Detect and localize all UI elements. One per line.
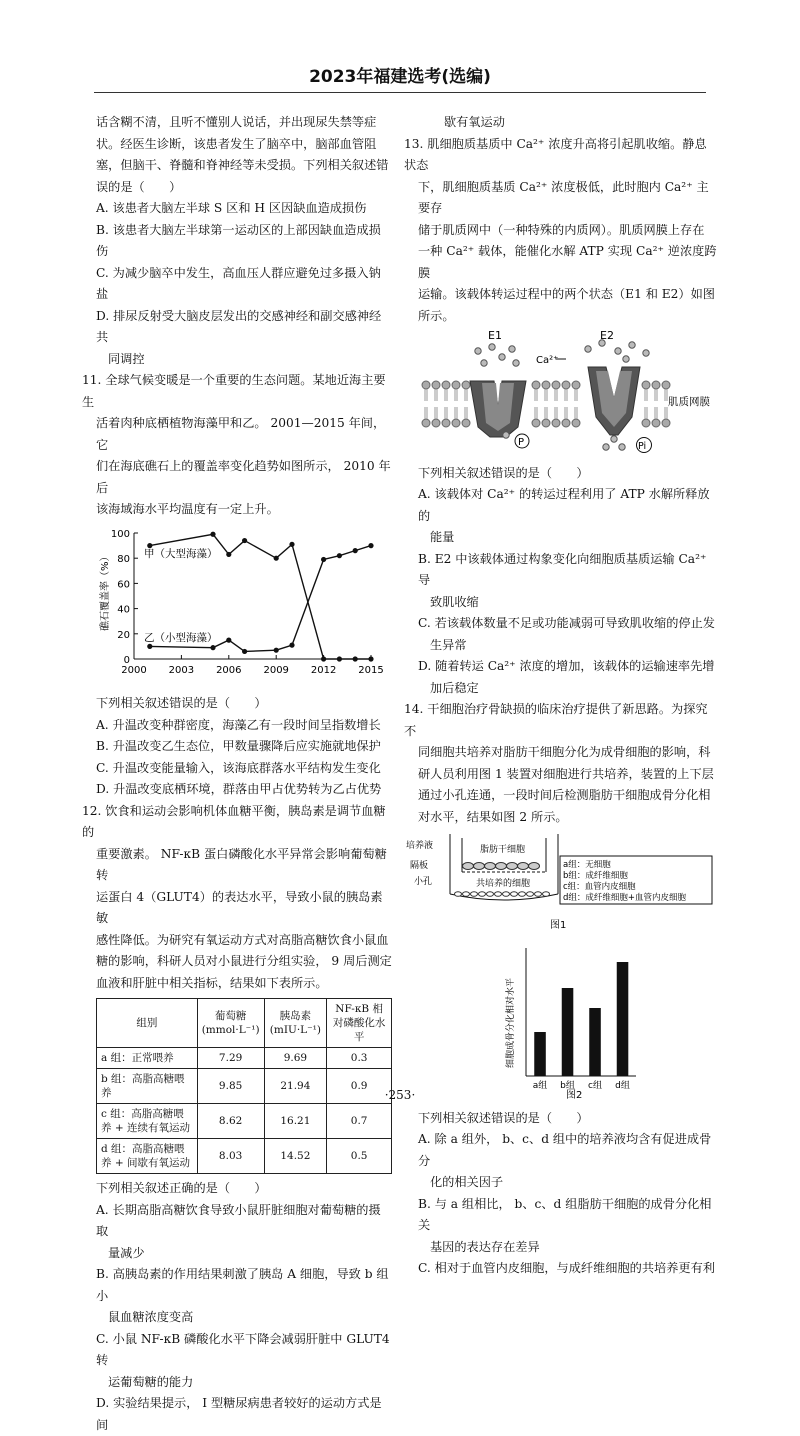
lipid-head <box>662 381 670 389</box>
legend-c: c组：血管内皮细胞 <box>563 882 636 892</box>
ca-ion <box>603 444 609 450</box>
q13-option-cont: 生异常 <box>430 637 467 652</box>
q13-option-cont: 加后稳定 <box>430 680 479 695</box>
y-tick-label: 40 <box>117 604 130 616</box>
ca-ion <box>499 354 505 360</box>
q13-prompt: 下列相关叙述错误的是（ ） <box>418 465 589 480</box>
lipid-head <box>652 381 660 389</box>
series-point-0 <box>274 555 279 560</box>
series-label-yi: 乙（小型海藻） <box>144 631 218 644</box>
q14-option-cont: 基因的表达存在差异 <box>430 1239 540 1254</box>
hole-label: 小孔 <box>414 877 433 887</box>
q14-option: C. 相对于血管内皮细胞，与成纤维细胞的共培养更有利 <box>418 1261 715 1275</box>
q11-option: A. 升温改变种群密度，海藻乙有一段时间呈指数增长 <box>96 717 381 732</box>
q10-line: 状。经医生诊断，该患者发生了脑卒中，脑部血管阻 <box>96 136 377 151</box>
ca-ion <box>623 356 629 362</box>
cocultured-cell <box>471 892 478 897</box>
q10-line: 塞，但脑干、脊髓和脊神经等未受损。下列相关叙述错 <box>96 158 389 172</box>
series-point-0 <box>226 551 231 556</box>
q10-option: D. 排尿反射受大脑皮层发出的交感神经和副交感神经共 <box>96 308 382 344</box>
coculture-figures <box>406 828 716 1100</box>
q12-prompt: 下列相关叙述正确的是（ ） <box>96 1181 267 1195</box>
y-tick-label: 60 <box>117 578 130 590</box>
bar-category-label: a组 <box>532 1081 548 1091</box>
lipid-head <box>462 419 470 427</box>
q12-line: 血液和肝脏中相关指标，结果如下表所示。 <box>96 975 328 990</box>
table-cell: 9.69 <box>264 1048 327 1069</box>
bar-category-label: b组 <box>560 1081 575 1091</box>
lipid-head <box>432 419 440 427</box>
series-point-0 <box>368 656 373 661</box>
x-tick-label: 2012 <box>310 664 337 676</box>
ca-ion <box>615 348 621 354</box>
q14-line: 研人员利用图 1 装置对细胞进行共培养，装置的上下层 <box>418 766 714 781</box>
stem-cell <box>463 863 474 870</box>
lipid-head <box>552 381 560 389</box>
q14-line: 同细胞共培养对脂肪干细胞分化为成骨细胞的影响，科 <box>418 745 711 759</box>
table-cell: 21.94 <box>264 1069 327 1104</box>
q12-line: 重要激素。 NF-κB 蛋白磷酸化水平异常会影响葡萄糖转 <box>96 846 387 882</box>
x-tick-label: 2009 <box>263 664 289 676</box>
q12-line: 感性降低。为研究有氧运动方式对高脂高糖饮食小鼠血 <box>96 932 389 947</box>
q14-line: 通过小孔连通，一段时间后检测脂肪干细胞成骨分化相 <box>418 788 711 802</box>
table-cell: b 组：高脂高糖喂养 <box>97 1069 198 1104</box>
table-cell: a 组：正常喂养 <box>97 1048 198 1069</box>
q14-line: 14. 干细胞治疗骨缺损的临床治疗提供了新思路。为探究不 <box>404 702 708 738</box>
series-point-1 <box>353 548 358 553</box>
page-number: ·253· <box>384 1088 416 1102</box>
series-point-0 <box>210 531 215 536</box>
y-tick-label: 80 <box>117 553 130 565</box>
ca-ion <box>513 360 519 366</box>
medium-label: 培养液 <box>406 841 434 851</box>
ca-ion <box>619 444 625 450</box>
q10-option: C. 为减少脑卒中发生，高血压人群应避免过多摄入钠盐 <box>96 265 381 301</box>
x-tick-label: 2003 <box>168 664 195 676</box>
stem-cell <box>529 863 540 870</box>
stem-cell <box>518 863 529 870</box>
table-cell: 0.9 <box>327 1069 392 1104</box>
q14-line: 对水平，结果如图 2 所示。 <box>418 809 568 824</box>
e2-label: E2 <box>600 329 614 342</box>
table-cell: d 组：高脂高糖喂养 + 间歇有氧运动 <box>97 1139 198 1174</box>
ca-ion <box>643 350 649 356</box>
series-label-jia: 甲（大型海藻） <box>144 547 218 560</box>
left-column <box>82 112 392 1436</box>
q13-option-cont: 能量 <box>430 530 455 544</box>
q14-option: A. 除 a 组外， b、c、d 组中的培养液均含有促进成骨分 <box>418 1132 712 1168</box>
cocultured-cell <box>511 892 518 897</box>
cocultured-cell <box>543 892 550 897</box>
table-cell: 9.85 <box>197 1069 264 1104</box>
series-point-1 <box>242 648 247 653</box>
q11-line: 11. 全球气候变暖是一个重要的生态问题。某地近海主要生 <box>82 373 386 409</box>
q14-prompt: 下列相关叙述错误的是（ ） <box>418 1110 589 1125</box>
bar-category-label: c组 <box>588 1081 603 1091</box>
lipid-head <box>422 381 430 389</box>
lipid-head <box>542 381 550 389</box>
q11-line: 活着肉种底栖植物海藻甲和乙。 2001—2015 年间，它 <box>96 416 386 452</box>
ca-ion <box>481 360 487 366</box>
y-tick-label: 0 <box>123 654 130 666</box>
q12-option-cont: 鼠血糖浓度变高 <box>108 1310 194 1324</box>
q12-line: 运蛋白 4（GLUT4）的表达水平，导致小鼠的胰岛素敏 <box>96 889 383 925</box>
q12-line: 糖的影响，科研人员对小鼠进行分组实验， 9 周后测定 <box>96 954 392 968</box>
q12-option: B. 高胰岛素的作用结果刺激了胰岛 A 细胞，导致 b 组小 <box>96 1267 389 1303</box>
stem-cell <box>507 863 518 870</box>
table-cell: 8.03 <box>197 1139 264 1174</box>
q11-prompt: 下列相关叙述错误的是（ ） <box>96 696 267 710</box>
q13-line: 储于肌质网中（一种特殊的内质网）。肌质网膜上存在 <box>418 222 705 237</box>
stem-cell <box>474 863 485 870</box>
series-point-1 <box>289 642 294 647</box>
coverage-line-chart <box>96 521 386 686</box>
table-row <box>97 1048 392 1069</box>
phosphate-label: P <box>518 437 525 448</box>
q13-option-cont: 致肌收缩 <box>430 594 479 609</box>
bar-category-label: d组 <box>615 1081 630 1091</box>
q13-option: C. 若该载体数量不足或功能减弱可导致肌收缩的停止发 <box>418 616 715 630</box>
lipid-head <box>642 419 650 427</box>
cocultured-cell <box>455 892 462 897</box>
partition-label: 隔板 <box>410 861 429 871</box>
q13-line: 13. 肌细胞质基质中 Ca²⁺ 浓度升高将引起肌收缩。静息状态 <box>404 136 707 172</box>
lipid-head <box>572 419 580 427</box>
y-tick-label: 20 <box>117 629 130 641</box>
fig1-caption: 图1 <box>550 920 567 931</box>
q12-option: C. 小鼠 NF-κB 磷酸化水平下降会减弱肝脏中 GLUT4 转 <box>96 1331 390 1367</box>
series-point-0 <box>337 656 342 661</box>
ca-ion <box>509 346 515 352</box>
y-axis-label: 礁石覆盖率（%） <box>100 550 111 631</box>
q12-data-table <box>96 998 392 1174</box>
cocultured-cell <box>503 892 510 897</box>
q10-line: 误的是（ ） <box>96 179 182 194</box>
table-row <box>97 1139 392 1174</box>
series-point-1 <box>226 637 231 642</box>
q14-option-cont: 化的相关因子 <box>430 1175 504 1189</box>
series-point-0 <box>321 656 326 661</box>
lipid-head <box>462 381 470 389</box>
table-cell: 7.29 <box>197 1048 264 1069</box>
pi-label: Pi <box>638 441 647 452</box>
table-cell: 8.62 <box>197 1104 264 1139</box>
table-cell: 16.21 <box>264 1104 327 1139</box>
q12-line: 12. 饮食和运动会影响机体血糖平衡，胰岛素是调节血糖的 <box>82 803 386 839</box>
ca-transporter-diagram <box>418 327 718 455</box>
lipid-head <box>452 419 460 427</box>
series-point-1 <box>274 647 279 652</box>
lipid-head <box>532 381 540 389</box>
q12-option-end: 歇有氧运动 <box>444 115 505 129</box>
cocultured-cell <box>479 892 486 897</box>
fig2-caption: 图2 <box>566 1090 583 1100</box>
lipid-head <box>452 381 460 389</box>
lipid-head <box>542 419 550 427</box>
series-point-1 <box>321 556 326 561</box>
lipid-head <box>662 419 670 427</box>
series-point-0 <box>353 656 358 661</box>
membrane-label: 肌质网膜 <box>668 396 710 408</box>
table-cell: 0.7 <box>327 1104 392 1139</box>
series-point-1 <box>368 543 373 548</box>
right-column <box>404 112 718 1280</box>
table-header: NF-κB 相对磷酸化水平 <box>327 999 392 1048</box>
ca-label: Ca²⁺ <box>536 355 559 366</box>
q10-option: A. 该患者大脑左半球 S 区和 H 区因缺血造成损伤 <box>96 201 367 215</box>
stem-label: 脂肪干细胞 <box>480 845 526 855</box>
q13-line: 所示。 <box>418 308 455 323</box>
x-tick-label: 2015 <box>358 664 384 676</box>
lipid-head <box>642 381 650 389</box>
series-point-1 <box>210 645 215 650</box>
q13-option: D. 随着转运 Ca²⁺ 浓度的增加，该载体的运输速率先增 <box>418 659 715 673</box>
cocultured-cell <box>463 892 470 897</box>
x-tick-label: 2006 <box>216 664 242 676</box>
q11-option: B. 升温改变乙生态位，甲数量骤降后应实施就地保护 <box>96 739 381 753</box>
q13-line: 下，肌细胞质基质 Ca²⁺ 浓度极低，此时胞内 Ca²⁺ 主要存 <box>418 179 709 215</box>
cocultured-cell <box>487 892 494 897</box>
header-rule <box>94 92 706 93</box>
y-tick-label: 100 <box>110 528 130 540</box>
ca-ion <box>503 432 509 438</box>
table-row <box>97 1104 392 1139</box>
q12-option-cont: 运葡萄糖的能力 <box>108 1374 194 1389</box>
cocult-label: 共培养的细胞 <box>476 879 531 889</box>
lipid-head <box>432 381 440 389</box>
q10-option-cont: 同调控 <box>108 351 145 366</box>
table-header: 胰岛素(mIU·L⁻¹) <box>264 999 327 1048</box>
bar <box>617 962 629 1076</box>
ca-ion <box>585 346 591 352</box>
q11-line: 们在海底礁石上的覆盖率变化趋势如图所示， 2010 年后 <box>96 459 391 495</box>
table-cell: 0.3 <box>327 1048 392 1069</box>
legend-a: a组：无细胞 <box>563 860 611 870</box>
lipid-head <box>552 419 560 427</box>
q11-option: C. 升温改变能量输入，该海底群落水平结构发生变化 <box>96 760 381 775</box>
lipid-head <box>652 419 660 427</box>
table-cell: 0.5 <box>327 1139 392 1174</box>
q10-option: B. 该患者大脑左半球第一运动区的上部因缺血造成损伤 <box>96 222 381 258</box>
bar-chart <box>526 948 636 1091</box>
lipid-head <box>442 419 450 427</box>
legend-b: b组：成纤维细胞 <box>563 871 628 881</box>
stem-cell <box>496 863 507 870</box>
table-header: 葡萄糖(mmol·L⁻¹) <box>197 999 264 1048</box>
q12-option: A. 长期高脂高糖饮食导致小鼠肝脏细胞对葡萄糖的摄取 <box>96 1202 381 1238</box>
q11-line: 该海域海水平均温度有一定上升。 <box>96 502 279 516</box>
ca-ion <box>475 348 481 354</box>
ca-ion <box>489 344 495 350</box>
bar <box>589 1008 601 1076</box>
bar <box>562 988 574 1076</box>
page-title: 2023年福建选考(选编) <box>309 67 491 87</box>
q12-option: D. 实验结果提示， I 型糖尿病患者较好的运动方式是间 <box>96 1396 382 1432</box>
lipid-head <box>562 419 570 427</box>
lipid-head <box>422 419 430 427</box>
lipid-head <box>532 419 540 427</box>
series-point-0 <box>289 541 294 546</box>
ca-ion <box>629 342 635 348</box>
q13-line: 一种 Ca²⁺ 载体，能催化水解 ATP 实现 Ca²⁺ 逆浓度跨膜 <box>418 244 717 280</box>
table-cell: c 组：高脂高糖喂养 + 连续有氧运动 <box>97 1104 198 1139</box>
q10-line: 话含糊不清，且听不懂别人说话，并出现尿失禁等症 <box>96 115 377 129</box>
ca-ion <box>611 436 617 442</box>
q13-line: 运输。该载体转运过程中的两个状态（E1 和 E2）如图 <box>418 287 715 301</box>
lipid-head <box>442 381 450 389</box>
lipid-head <box>562 381 570 389</box>
q12-option-cont: 量减少 <box>108 1245 145 1260</box>
fig2-ylabel: 细胞成骨分化相对水平 <box>506 977 516 1068</box>
q11-option: D. 升温改变底栖环境，群落由甲占优势转为乙占优势 <box>96 782 382 796</box>
legend-d: d组：成纤维细胞+血管内皮细胞 <box>563 893 687 903</box>
table-header: 组别 <box>97 999 198 1048</box>
q13-option: B. E2 中该载体通过构象变化向细胞质基质运输 Ca²⁺ 导 <box>418 551 707 587</box>
series-point-1 <box>147 643 152 648</box>
e1-label: E1 <box>488 329 502 342</box>
stem-cell <box>485 863 496 870</box>
table-cell: 14.52 <box>264 1139 327 1174</box>
q14-option: B. 与 a 组相比， b、c、d 组脂肪干细胞的成骨分化相关 <box>418 1196 712 1232</box>
cocultured-cell <box>535 892 542 897</box>
series-point-0 <box>242 537 247 542</box>
q13-option: A. 该载体对 Ca²⁺ 的转运过程利用了 ATP 水解所释放的 <box>418 487 710 523</box>
bar <box>534 1032 546 1076</box>
stem-cells <box>463 863 540 870</box>
series-point-1 <box>337 553 342 558</box>
cocultured-cell <box>519 892 526 897</box>
cocultured-cells <box>455 892 550 897</box>
x-tick-label: 2000 <box>121 664 147 676</box>
cocultured-cell <box>527 892 534 897</box>
cocultured-cell <box>495 892 502 897</box>
lipid-head <box>572 381 580 389</box>
